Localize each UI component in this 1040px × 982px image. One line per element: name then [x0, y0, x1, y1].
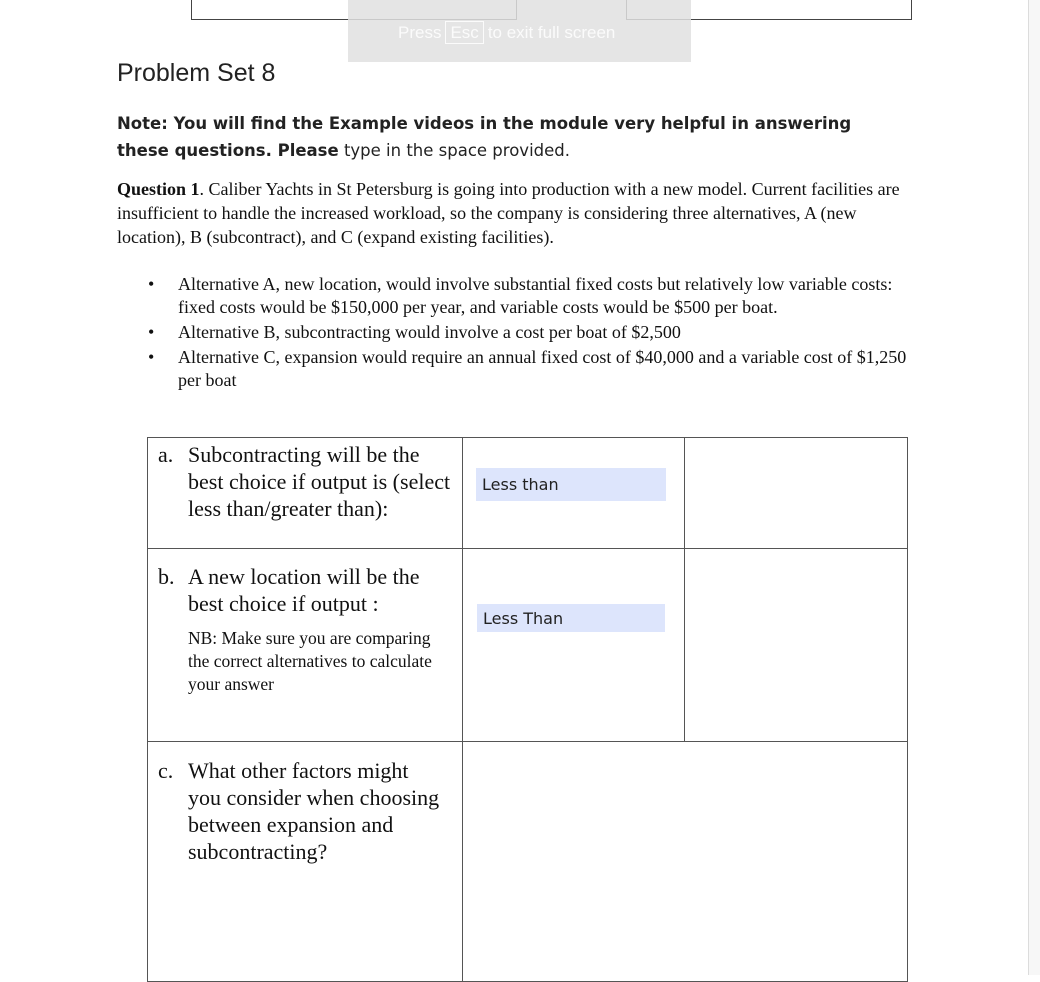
bullet-icon: •: [148, 347, 155, 367]
part-c-label: c.: [158, 758, 174, 783]
table-row: [148, 742, 908, 982]
bullet-icon: •: [148, 322, 155, 342]
part-b-line1: A new location will be the: [188, 564, 420, 589]
bullet-icon: •: [148, 274, 155, 294]
question-1: [117, 177, 917, 249]
answer-c-cell[interactable]: [463, 742, 908, 982]
fullscreen-overlay: [348, 0, 691, 62]
part-c-text: you consider when choosing between expansion and subcontracting?: [188, 785, 440, 864]
page-title: Problem Set 8: [117, 59, 276, 87]
part-c-line1: What other factors might: [188, 758, 409, 783]
note-normal: type in the space provided.: [338, 141, 570, 160]
answer-a-cell: [463, 438, 685, 549]
esc-key-icon: Esc: [445, 21, 483, 44]
overlay-rest: to exit full screen: [487, 23, 616, 42]
answer-a-extra-cell[interactable]: [685, 438, 908, 549]
answer-table: [147, 437, 908, 982]
question-label: Question 1: [117, 179, 200, 199]
list-item: • Alternative C, expansion would require an annual fixed cost of $40,000 and a variable cost of $1,250 per boat: [148, 347, 907, 390]
part-a-label: a.: [158, 442, 174, 467]
answer-a-input[interactable]: [476, 468, 666, 501]
answer-b-input[interactable]: [477, 604, 665, 632]
part-b-label: b.: [158, 564, 175, 589]
vertical-scrollbar[interactable]: [1028, 0, 1040, 975]
question-a-cell: [148, 438, 463, 549]
table-row: [148, 438, 908, 549]
note-bold: Note: You will find the Example videos in the module very helpful in answering these questions. Please: [117, 114, 852, 160]
part-a-text: best choice if output is (select less than/greater than):: [188, 469, 451, 521]
alternatives-list: [148, 273, 918, 394]
answer-b-extra-cell[interactable]: [685, 549, 908, 742]
answer-b-cell: [463, 549, 685, 742]
part-b-note: NB: Make sure you are comparing the correct alternatives to calculate your answer: [188, 628, 432, 694]
table-row: [148, 549, 908, 742]
list-item: • Alternative B, subcontracting would involve a cost per boat of $2,500: [148, 322, 681, 342]
question-c-cell: [148, 742, 463, 982]
overlay-press: Press: [398, 23, 442, 42]
question-b-cell: [148, 549, 463, 742]
part-a-line1: Subcontracting will be the: [188, 442, 420, 467]
instructions-note: [117, 110, 877, 164]
part-b-text: best choice if output :: [188, 591, 379, 616]
list-item: • Alternative A, new location, would involve substantial fixed costs but relatively low variable costs: fixed costs would be $150,000 per year, and variable costs would be $500 per boat.: [148, 274, 893, 317]
question-text: . Caliber Yachts in St Petersburg is going into production with a new model. Current facilities are insufficient to handle the increased workload, so the company is considering three alternatives, A (new location), B (subcontract), and C (expand existing facilities).: [117, 179, 900, 247]
